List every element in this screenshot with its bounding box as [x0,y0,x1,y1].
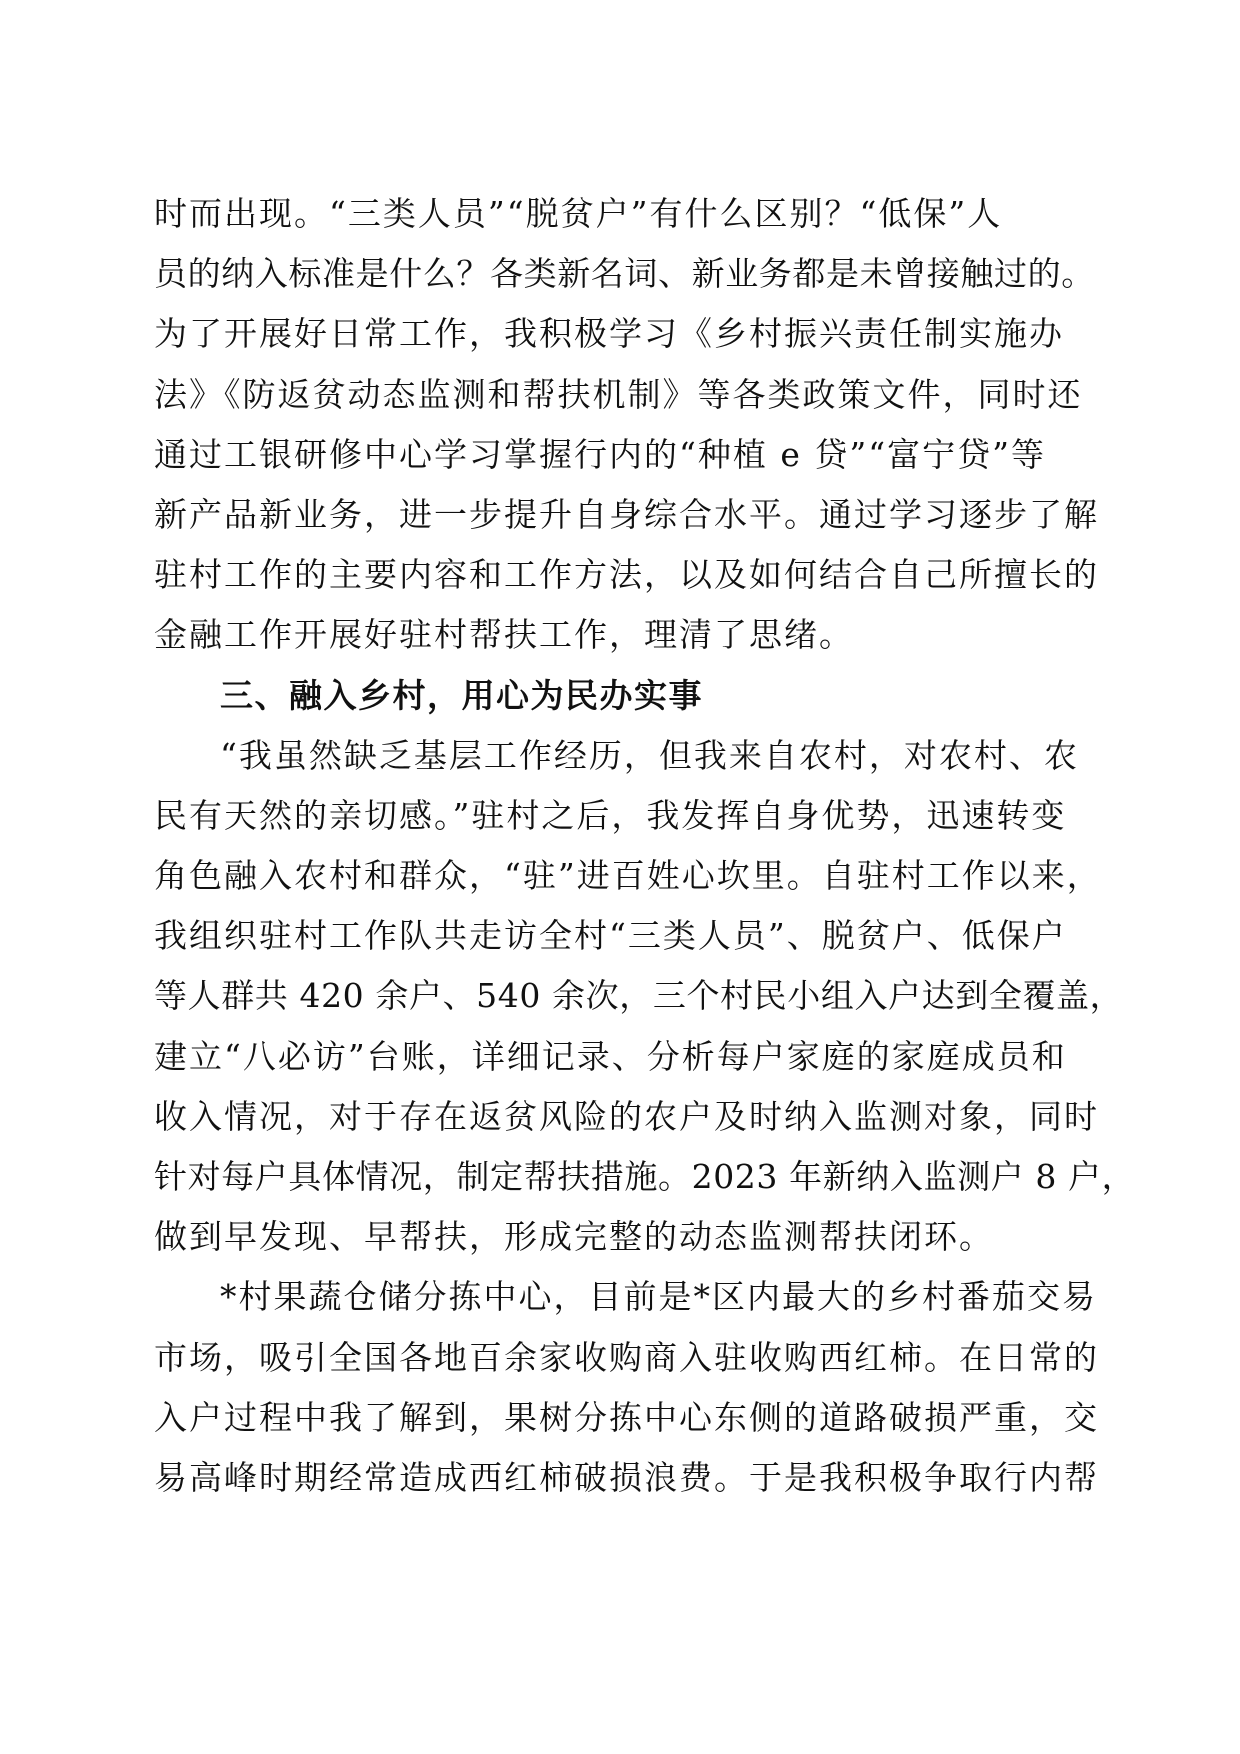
text-line: 市场，吸引全国各地百余家收购商入驻收购西红柿。在日常的 [154,1337,1099,1377]
text-line: 员的纳入标准是什么？各类新名词、新业务都是未曾接触过的。 [154,254,1095,294]
body-text [154,184,1136,1508]
text-line: 为了开展好日常工作，我积极学习《乡村振兴责任制实施办 [154,314,1064,354]
text-line: 法》《防返贫动态监测和帮扶机制》等各类政策文件，同时还 [154,374,1083,414]
text-line: 入户过程中我了解到，果树分拣中心东侧的道路破损严重，交 [154,1397,1099,1437]
text-line: 收入情况，对于存在返贫风险的农户及时纳入监测对象，同时 [154,1096,1099,1136]
text-line: 角色融入农村和群众，“驻”进百姓心坎里。自驻村工作以来， [154,856,1102,896]
text-line: 时而出现。“三类人员”“脱贫户”有什么区别？“低保”人 [154,194,1003,233]
text-line: 针对每户具体情况，制定帮扶措施。2023 年新纳入监测户 8 户， [154,1157,1136,1196]
text-line: 民有天然的亲切感。”驻村之后，我发挥自身优势，迅速转变 [154,795,1067,835]
text-line: 等人群共 420 余户、540 余次，三个村民小组入户达到全覆盖， [154,976,1124,1016]
text-line: *村果蔬仓储分拣中心，目前是*区内最大的乡村番茄交易 [220,1277,1097,1317]
text-line: 我组织驻村工作队共走访全村“三类人员”、脱贫户、低保户 [154,916,1067,956]
section-heading: 三、融入乡村，用心为民办实事 [220,675,703,715]
text-line: 金融工作开展好驻村帮扶工作，理清了思绪。 [154,615,854,655]
text-line: 易高峰时期经常造成西红柿破损浪费。于是我积极争取行内帮 [154,1457,1099,1497]
text-line: 新产品新业务，进一步提升自身综合水平。通过学习逐步了解 [154,494,1099,534]
text-line: 通过工银研修中心学习掌握行内的“种植 e 贷”“富宁贷”等 [154,434,1046,474]
text-line: 建立“八必访”台账，详细记录、分析每户家庭的家庭成员和 [154,1036,1067,1076]
text-line: 做到早发现、早帮扶，形成完整的动态监测帮扶闭环。 [154,1217,994,1257]
text-line: “我虽然缺乏基层工作经历，但我来自农村，对农村、农 [220,735,1079,775]
text-line: 驻村工作的主要内容和工作方法，以及如何结合自己所擅长的 [154,555,1099,595]
